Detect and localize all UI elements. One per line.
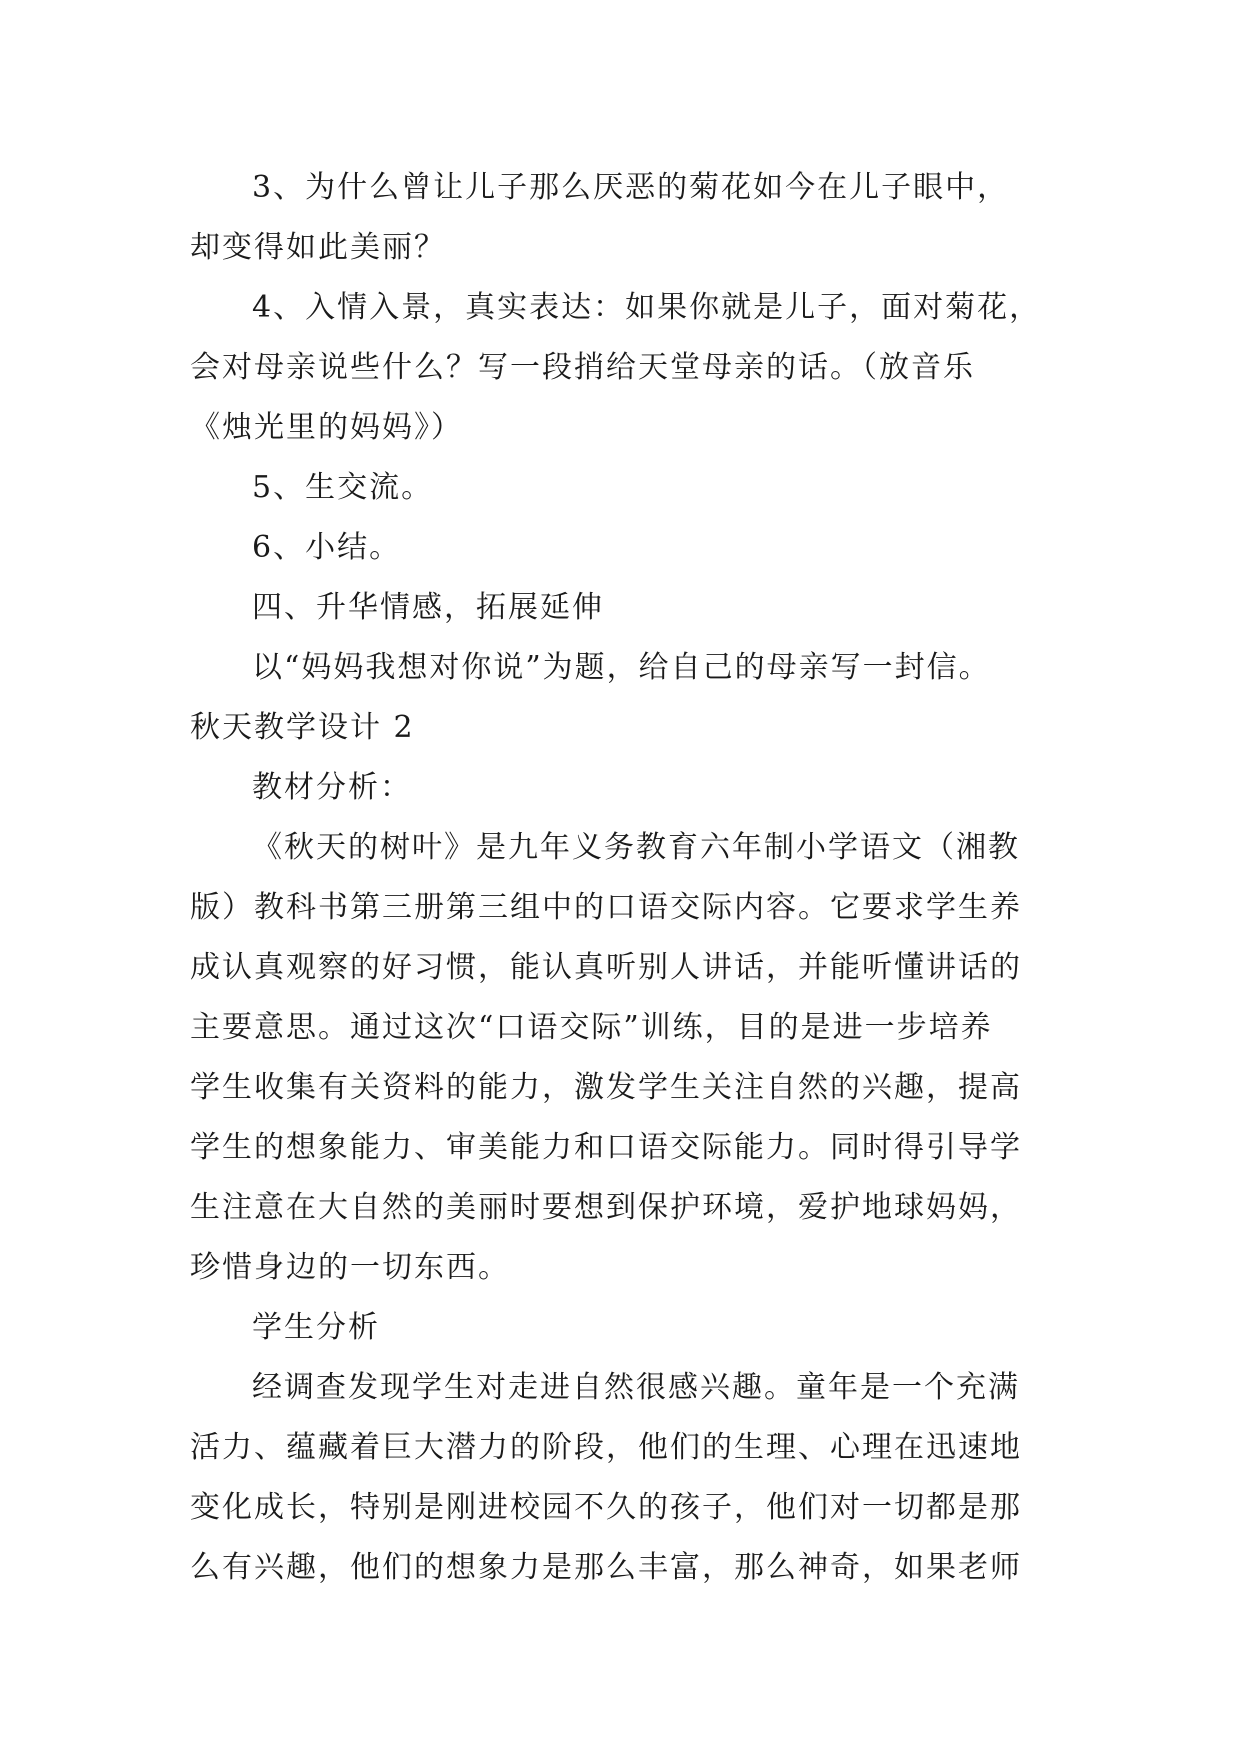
document-title: 秋天教学设计 2 [190, 710, 415, 745]
section-heading: 四、升华情感，拓展延伸 [252, 590, 604, 625]
text-line: 4、入情入景，真实表达：如果你就是儿子，面对菊花， [252, 290, 1042, 325]
text-line: 以“妈妈我想对你说”为题，给自己的母亲写一封信。 [252, 650, 991, 685]
text-line: 活力、蕴藏着巨大潜力的阶段，他们的生理、心理在迅速地 [190, 1430, 1022, 1465]
text-line: 却变得如此美丽？ [190, 230, 446, 265]
text-line: 《烛光里的妈妈》） [190, 410, 463, 445]
text-line: 版）教科书第三册第三组中的口语交际内容。它要求学生养 [190, 890, 1022, 925]
text-line: 学生的想象能力、审美能力和口语交际能力。同时得引导学 [190, 1130, 1022, 1165]
section-heading: 学生分析 [252, 1310, 380, 1345]
text-line: 珍惜身边的一切东西。 [190, 1250, 510, 1285]
text-line: 经调查发现学生对走进自然很感兴趣。童年是一个充满 [252, 1370, 1020, 1405]
text-line: 3、为什么曾让儿子那么厌恶的菊花如今在儿子眼中， [252, 170, 1010, 205]
text-line: 主要意思。通过这次“口语交际”训练，目的是进一步培养 [190, 1010, 993, 1045]
section-heading: 教材分析： [252, 770, 412, 805]
text-line: 成认真观察的好习惯，能认真听别人讲话，并能听懂讲话的 [190, 950, 1022, 985]
text-line: 会对母亲说些什么？写一段捎给天堂母亲的话。（放音乐 [190, 350, 975, 385]
text-line: 学生收集有关资料的能力，激发学生关注自然的兴趣，提高 [190, 1070, 1022, 1105]
text-line: 6、小结。 [252, 530, 402, 565]
text-line: 生注意在大自然的美丽时要想到保护环境，爱护地球妈妈， [190, 1190, 1022, 1225]
text-line: 5、生交流。 [252, 470, 434, 505]
text-line: 变化成长，特别是刚进校园不久的孩子，他们对一切都是那 [190, 1490, 1022, 1525]
text-line: 么有兴趣，他们的想象力是那么丰富，那么神奇，如果老师 [190, 1550, 1022, 1585]
text-line: 《秋天的树叶》是九年义务教育六年制小学语文（湘教 [252, 830, 1020, 865]
